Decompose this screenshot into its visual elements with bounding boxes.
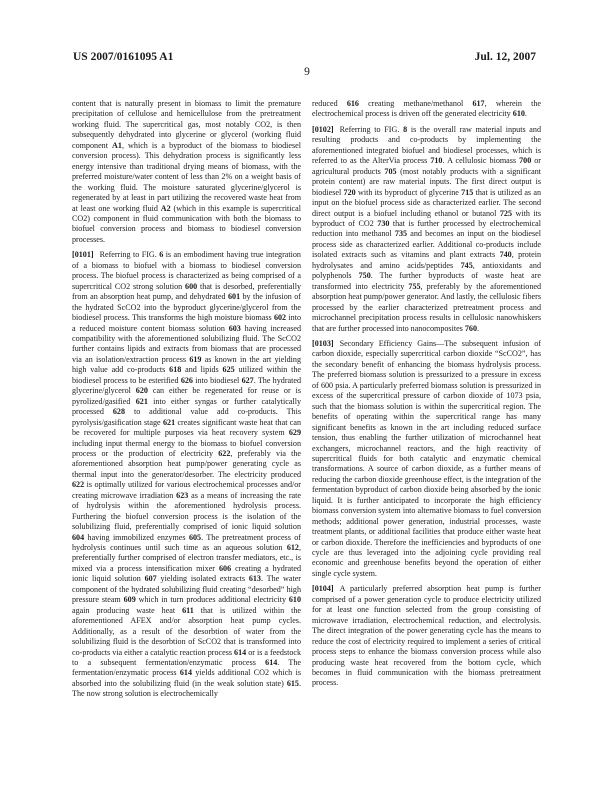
paragraph-text: into a reduced moisture content biomass solution — [72, 313, 301, 333]
reference-numeral: 620 — [135, 386, 148, 396]
paragraph — [72, 99, 301, 245]
paragraph-number: [0102] — [312, 124, 334, 134]
paragraph-text: into biodiesel — [192, 375, 242, 385]
reference-numeral: 610 — [512, 109, 525, 119]
reference-numeral: 613 — [248, 574, 261, 584]
paragraph — [312, 339, 541, 579]
reference-numeral: 621 — [162, 417, 176, 427]
paragraph-text: is an embodiment having true integration of a biomass to biofuel with a biomass to biodiesel conversion process. The biofuel process is characterized as being comprised of a supercritical CO2 strong solution — [72, 250, 301, 291]
paragraph-text: into either syngas or further catalytically processed — [72, 396, 301, 417]
paragraph-text: yields additional CO2 which is absorbed into the solubilizing fluid (in the weak solution state) — [72, 668, 301, 688]
reference-numeral: 629 — [288, 428, 301, 438]
reference-numeral: 604 — [72, 532, 85, 542]
paragraph-text: (which in this example is supercritical CO2) component in fluid communication with both the biomass to biofuel conversion process and biomass to biodiesel conversion processes. — [72, 203, 301, 244]
paragraph-text: , preferably by the aforementioned absorption heat pump/power generator. And lastly, the cellulosic fibers processed by the earlier characterized pretreatment process and microchannel precipitation process results in cellulosic nanowhiskers that are further processed into nanocomposites — [312, 281, 542, 333]
paragraph-text: that is utilized as an input on the biofuel process side as characterized earlier. The second direct output is a biofuel including ethanol or butanol — [312, 187, 541, 218]
reference-numeral: 606 — [218, 563, 232, 573]
paragraph-text: having immobilized enzymes — [84, 532, 189, 542]
reference-numeral: 8 — [403, 124, 408, 134]
reference-numeral: 626 — [180, 375, 193, 385]
reference-numeral: 623 — [176, 490, 189, 500]
page-number: 9 — [304, 66, 310, 78]
reference-numeral: 755 — [408, 281, 421, 291]
reference-numeral: 745 — [460, 260, 473, 270]
reference-numeral: 730 — [377, 218, 390, 228]
reference-numeral: 725 — [499, 208, 512, 218]
reference-numeral: 614 — [234, 647, 247, 657]
left-column — [72, 99, 301, 705]
paragraph — [312, 125, 541, 334]
paragraph-text: having increased compatibility with the aforementioned solubilizing fluid. The ScCO2 further contains lipids and extracts from biomass that are processed via an isolation/extraction process — [72, 323, 302, 364]
reference-numeral: 622 — [72, 480, 85, 490]
paragraph-text: . The pretreatment process of hydrolysis continues until such time as an aqueous solution — [72, 532, 301, 553]
paragraph-text: . The fermentation/enzymatic process — [72, 658, 301, 678]
paragraph — [312, 99, 541, 120]
reference-numeral: 602 — [273, 313, 287, 323]
reference-numeral: 614 — [265, 658, 278, 668]
paragraph-number: [0103] — [312, 338, 334, 348]
paragraph-text: and becomes an input on the biodiesel process side as characterized earlier. Additional co-products include isolated extracts such as vitamins and plant extracts — [312, 229, 541, 260]
paragraph-text: again producing waste heat — [72, 605, 183, 615]
reference-numeral: 611 — [182, 605, 194, 615]
reference-numeral: 622 — [218, 448, 231, 458]
paragraph-text: and lipids — [181, 365, 223, 375]
reference-numeral: 6 — [159, 250, 164, 260]
reference-numeral: 600 — [185, 281, 198, 291]
paragraph-number: [0101] — [72, 250, 94, 260]
paragraph-text: can either be regenerated for reuse or is pyrolized/gasified — [72, 386, 301, 406]
reference-numeral: 760 — [464, 323, 477, 333]
reference-numeral: 616 — [346, 99, 359, 108]
reference-numeral: 603 — [228, 323, 241, 333]
reference-numeral: 609 — [123, 595, 136, 605]
paragraph-text: that is utilized within the aforementioned AFEX and/or absorption heat pump cycles. Additionally, as a result of the desorbtion of water from the solubilizing fluid is the desorbtion of ScCO2 that is transformed into co-products via either a catalytic reaction process — [72, 605, 301, 657]
reference-numeral: A1 — [112, 140, 122, 150]
reference-numeral: 705 — [384, 166, 397, 176]
paragraph-text: Referring to FIG. — [339, 124, 404, 134]
paragraph-text: , antioxidants and polyphenols — [312, 260, 541, 281]
reference-numeral: 614 — [179, 668, 192, 678]
patent-number: US 2007/0161095 A1 — [73, 51, 174, 63]
paragraph-text: that is further processed by electrochemical reduction into methanol — [312, 218, 542, 239]
paragraph-text: as known in the art yielding high value add co-products — [72, 354, 301, 375]
reference-numeral: 618 — [169, 365, 182, 375]
reference-numeral: 710 — [430, 156, 443, 166]
paragraph-text: as a means of increasing the rate of hydrolysis within the aforementioned hydrolysis process. Furthering the biofuel conversion process is the isolation of the solubilizing fluid, preferentially comprised of ionic liquid solution — [72, 490, 301, 532]
paragraph-text: content that is naturally present in biomass to limit the premature precipitation of cellulose and hemicellulose from the pretreatment working fluid. The supercritical gas, most notably CO2, is then subsequently dehydrated into glycerine or glycerol (working fluid component — [72, 99, 301, 150]
paragraph-text: . — [476, 323, 480, 333]
paragraph-text: yielding isolated extracts — [156, 574, 249, 584]
paragraph-text: including input thermal energy to the biomass to biofuel conversion process or the production of electricity — [72, 438, 301, 458]
reference-numeral: 715 — [461, 187, 474, 197]
paragraph-text: , preferably via the aforementioned absorption heat pump/power generating cycle as thermal input into the generator/desorber. The electricity produced — [72, 448, 301, 479]
paragraph-text: creates significant waste heat that can be recovered for multiple purposes via heat recovery system — [72, 417, 301, 438]
reference-numeral: 610 — [288, 595, 301, 605]
publication-date: Jul. 12, 2007 — [474, 51, 536, 63]
reference-numeral: 628 — [112, 407, 125, 417]
reference-numeral: 607 — [144, 574, 157, 584]
paragraph-text: or is a feedstock to a subsequent fermentation/enzymatic process — [72, 647, 302, 668]
paragraph-text: . The now strong solution is electrochemically — [72, 678, 301, 699]
paragraph-text: that is desorbed, preferentially from an absorption heat pump, and dehydrated — [72, 281, 301, 302]
reference-numeral: 615 — [286, 678, 299, 688]
reference-numeral: 605 — [188, 532, 202, 542]
paragraph-text: , wherein the electrochemical process is driven off the generated electricity — [312, 99, 541, 119]
paragraph-text: which in turn produces additional electricity — [135, 595, 289, 605]
reference-numeral: 700 — [519, 156, 532, 166]
right-column — [312, 99, 541, 694]
reference-numeral: A2 — [160, 203, 171, 213]
reference-numeral: 735 — [394, 229, 408, 239]
reference-numeral: 621 — [135, 396, 148, 406]
paragraph-text: Secondary Efficiency Gains—The subsequent infusion of carbon dioxide, especially supercritical carbon dioxide “ScCO2”, has the secondary benefit of enhancing the biomass hydrolysis process. The preferred biomass solution is pressurized to a pressure in excess of 600 psia. A particularly preferred biomass solution is pressurized in excess of the supercritical pressure of carbon dioxide of 1073 psia, such that the biomass solution is within the supercritical region. The benefits of operating within the supercritical range has many significant benefits as known in the art including reduced surface tension, thus enabling the further utilization of microchannel heat exchangers, microchannel reactors, and the high reactivity of supercritical fluids for both catalytic and enzymatic chemical transformations. A source of carbon dioxide, as a further means of reducing the carbon dioxide greenhouse effect, is the integration of the fermentation byproduct of carbon dioxide being absorbed by the ionic liquid. It is further anticipated to incorporate the high efficiency biomass conversion system into alternative biomass to fuel conversion methods; additional power generation, industrial processes, waste treatment plants, or additional facilities that produce either waste heat or carbon dioxide. Therefore the inefficiencies and byproducts of one cycle are thus leveraged into the adjoining cycle providing real economic and greenhouse benefits beyond the operation of either single cycle system. — [312, 338, 541, 578]
reference-numeral: 740 — [499, 250, 512, 260]
paragraph-text: or agricultural products — [312, 156, 541, 176]
reference-numeral: 601 — [227, 292, 241, 302]
paragraph-text: , protein hydrolysates and amino acids/peptides — [312, 250, 541, 270]
paragraph-text: . A cellulosic biomass — [442, 156, 520, 166]
paragraph-text: . — [524, 109, 527, 119]
reference-numeral: 617 — [472, 99, 485, 108]
paragraph-text: , which is a byproduct of the biomass to biodiesel conversion process). This dehydration process is significantly less energy intensive than traditional drying means of biomass, with the preferred moisture/water content of less than 2% on a weight basis of the working fluid. The moisture saturated glycerine/glycerol is regenerated by at least in part utilizing the recovered waste heat from at least one working fluid — [72, 140, 301, 213]
paragraph-text: by the infusion of the hydrated ScCO2 into the byproduct glycerine/glycerol from the biodiesel process. This transforms the high moisture biomass — [72, 292, 301, 323]
reference-numeral: 619 — [189, 354, 202, 364]
paragraph-text: with its byproduct of CO2 — [312, 208, 541, 228]
paragraph-text: . The further byproducts of waste heat are transformed into electricity — [312, 271, 541, 291]
paragraph-text: is the overall raw material inputs and resulting products and co-products by implementing the aforementioned integrated biofuel and biodiesel processes, which is referred to as the AlterVia process — [312, 124, 541, 166]
reference-numeral: 750 — [358, 271, 371, 281]
paragraph-text: utilized within the biodiesel process to be esterified — [72, 365, 302, 385]
reference-numeral: 625 — [222, 365, 235, 375]
paragraph-text: , preferentially further comprised of electron transfer mediators, etc., is mixed via a process intensification mixer — [72, 543, 301, 573]
paragraph-text: Referring to FIG. — [99, 250, 160, 260]
paragraph-text: with its byproduct of glycerine — [355, 187, 462, 197]
paragraph-text: . The hydrated glycerine/glycerol — [72, 375, 301, 396]
paragraph — [72, 250, 301, 699]
paragraph — [312, 584, 541, 689]
reference-numeral: 612 — [286, 543, 299, 553]
paragraph-text: A particularly preferred absorption heat pump is further comprised of a power generation cycle to produce electricity utilized for at least one function selected from the group consisting of microwave irradiation, electrochemical reduction, and electrolysis. The direct integration of the power generating cycle has the means to reduce the cost of electricity required to implement a series of critical process steps to enhance the biomass conversion process while also producing waste heat recovered from the bottom cycle, which becomes in fluid communication with the biomass pretreatment process. — [312, 584, 541, 688]
reference-numeral: 720 — [343, 187, 356, 197]
paragraph-text: is optimally utilized for various electrochemical processes and/or creating microwave irradiation — [72, 480, 301, 500]
reference-numeral: 627 — [241, 375, 254, 385]
paragraph-text: to additional value add co-products. This pyrolysis/gasification stage — [72, 407, 301, 427]
paragraph-text: creating a hydrated ionic liquid solution — [72, 563, 302, 584]
paragraph-text: reduced — [312, 99, 347, 108]
paragraph-text: creating methane/methanol — [358, 99, 473, 108]
paragraph-number: [0104] — [312, 584, 334, 594]
paragraph-text: (most notably products with a significant protein content) are raw material inputs. The first direct output is biodiesel — [312, 166, 541, 197]
paragraph-text: . The water component of the hydrated solubilizing fluid creating “desorbed” high pressure steam — [72, 574, 301, 605]
